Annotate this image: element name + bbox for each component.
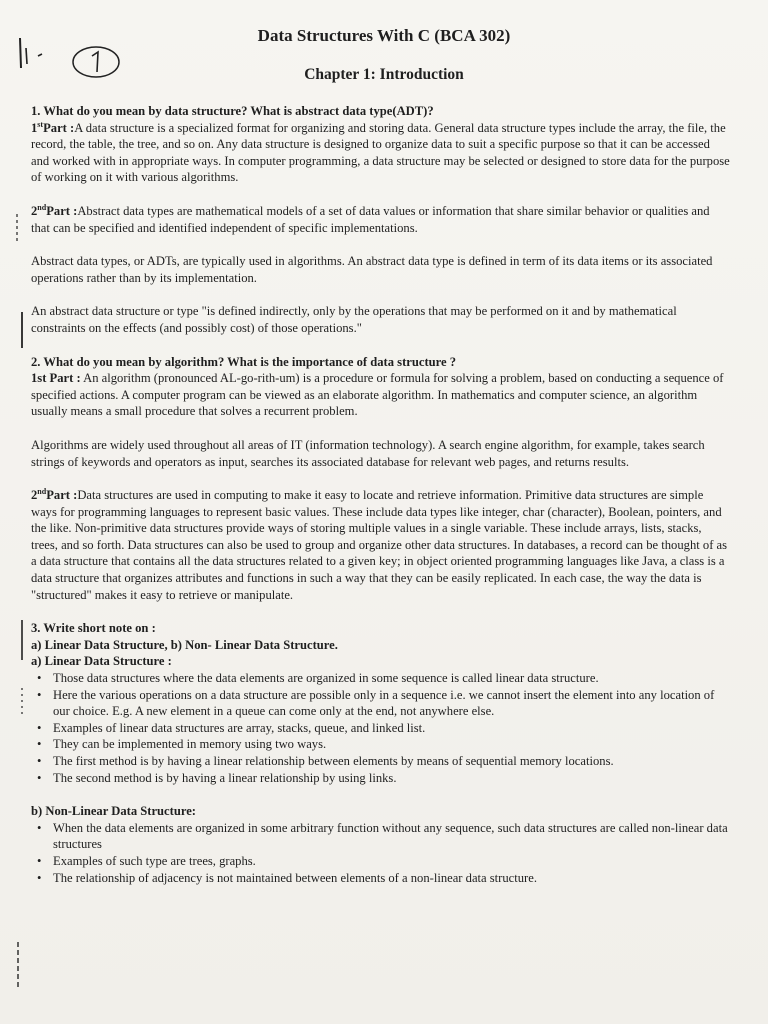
q2-part1-paragraph: 1st Part : An algorithm (pronounced AL-go-rith-um) is a procedure or formula for solving a problem, based on conducting a sequence of specified actions. A computer program can be viewed as an elaborate algorithm. In mathematics and computer science, an algorithm usually means a small procedure that solves a recurrent problem.	[31, 371, 724, 419]
margin-line-mark	[18, 310, 26, 350]
list-item: • Here the various operations on a data structure are possible only in a sequence i.e. we cannot insert the element into any location of our choice. E.g. A new element in a queue can come only at the end, not anywhere else.	[37, 687, 731, 720]
chapter-title: Chapter 1: Introduction	[304, 66, 464, 83]
part-label: 2ndPart :	[31, 202, 78, 218]
question-3: 3. Write short note on :	[31, 621, 156, 636]
list-item: • The relationship of adjacency is not maintained between elements of a non-linear data structure.	[37, 870, 731, 887]
list-item: • When the data elements are organized in some arbitrary function without any sequence, such data structures are called non-linear data structures	[37, 820, 731, 853]
part-label: 2ndPart :	[31, 486, 78, 503]
q1-part1-paragraph: 1stPart :A data structure is a specialized format for organizing and storing data. General data structure types include the array, the file, the record, the table, the tree, and so on. Any data structure is designed to organize data to suit a specific purpose so that it can be accessed and worked with in appropriate ways. In computer programming, a data structure may be selected or designed to store data for the purpose of working on it with various algorithms.	[31, 119, 730, 185]
q1-part2-paragraph: 2ndPart :Abstract data types are mathematical models of a set of data values or information that share similar behavior or qualities and that can be specified and identified independent of specific implementations.	[31, 202, 710, 235]
q2-algorithms-paragraph: Algorithms are widely used throughout all areas of IT (information technology). A search engine algorithm, for example, takes search strings of keywords and operators as input, searches its associated database for relevant web pages, and returns results.	[31, 437, 705, 469]
margin-line-mark	[18, 618, 26, 662]
question-3-subtitle: a) Linear Data Structure, b) Non- Linear Data Structure.	[31, 637, 338, 652]
list-item: • They can be implemented in memory using two ways.	[37, 736, 731, 753]
list-item: • The second method is by having a linear relationship by using links.	[37, 770, 731, 787]
linear-bullet-list	[31, 670, 731, 786]
margin-bracket-mark	[12, 212, 22, 246]
part-label: 1stPart :	[31, 119, 75, 135]
nonlinear-bullet-list	[31, 820, 731, 886]
list-item: • Examples of such type are trees, graphs.	[37, 853, 731, 870]
question-1: 1. What do you mean by data structure? What is abstract data type(ADT)?	[31, 104, 434, 118]
document-body	[31, 103, 731, 886]
question-2: 2. What do you mean by algorithm? What is the importance of data structure ?	[31, 354, 457, 369]
part-label: 1st Part :	[31, 371, 81, 386]
list-item: • The first method is by having a linear relationship between elements by means of sequential memory locations.	[37, 753, 731, 770]
nonlinear-heading: b) Non-Linear Data Structure:	[31, 804, 196, 819]
margin-line-mark	[14, 940, 22, 990]
document-title: Data Structures With C (BCA 302)	[257, 26, 511, 45]
q1-adt-paragraph: Abstract data types, or ADTs, are typically used in algorithms. An abstract data type is defined in term of its data items or its associated operations rather than by its implementation.	[31, 254, 713, 285]
margin-dots-mark	[18, 686, 26, 720]
linear-heading: a) Linear Data Structure :	[31, 654, 172, 669]
list-item: • Examples of linear data structures are array, stacks, queue, and linked list.	[37, 720, 731, 737]
q2-part2-paragraph: 2ndPart :Data structures are used in computing to make it easy to locate and retrieve information. Primitive data structures are simple ways for programming languages to represent basic values. These include data types like integer, char (character), Boolean, pointers, and the like. Non-primitive data structures provide ways of storing multiple values in a single variable. These include arrays, lists, stacks, trees, and so forth. Data structures can also be used to group and organize other data structures. In databases, a record can be thought of as a data structure that contains all the data structures related to a given key; in object oriented programming languages like Java, a class is a data structure that organizes attributes and functions in such a way that they can be easily replicated. In each case, the way the data is "structured" makes it easy to retrieve or manipulate.	[31, 486, 728, 602]
list-item: • Those data structures where the data elements are organized in some sequence is called linear data structure.	[37, 670, 731, 687]
q1-abstract-paragraph: An abstract data structure or type "is defined indirectly, only by the operations that may be performed on it and by mathematical constraints on the effects (and possibly cost) of those operations."	[31, 304, 677, 335]
